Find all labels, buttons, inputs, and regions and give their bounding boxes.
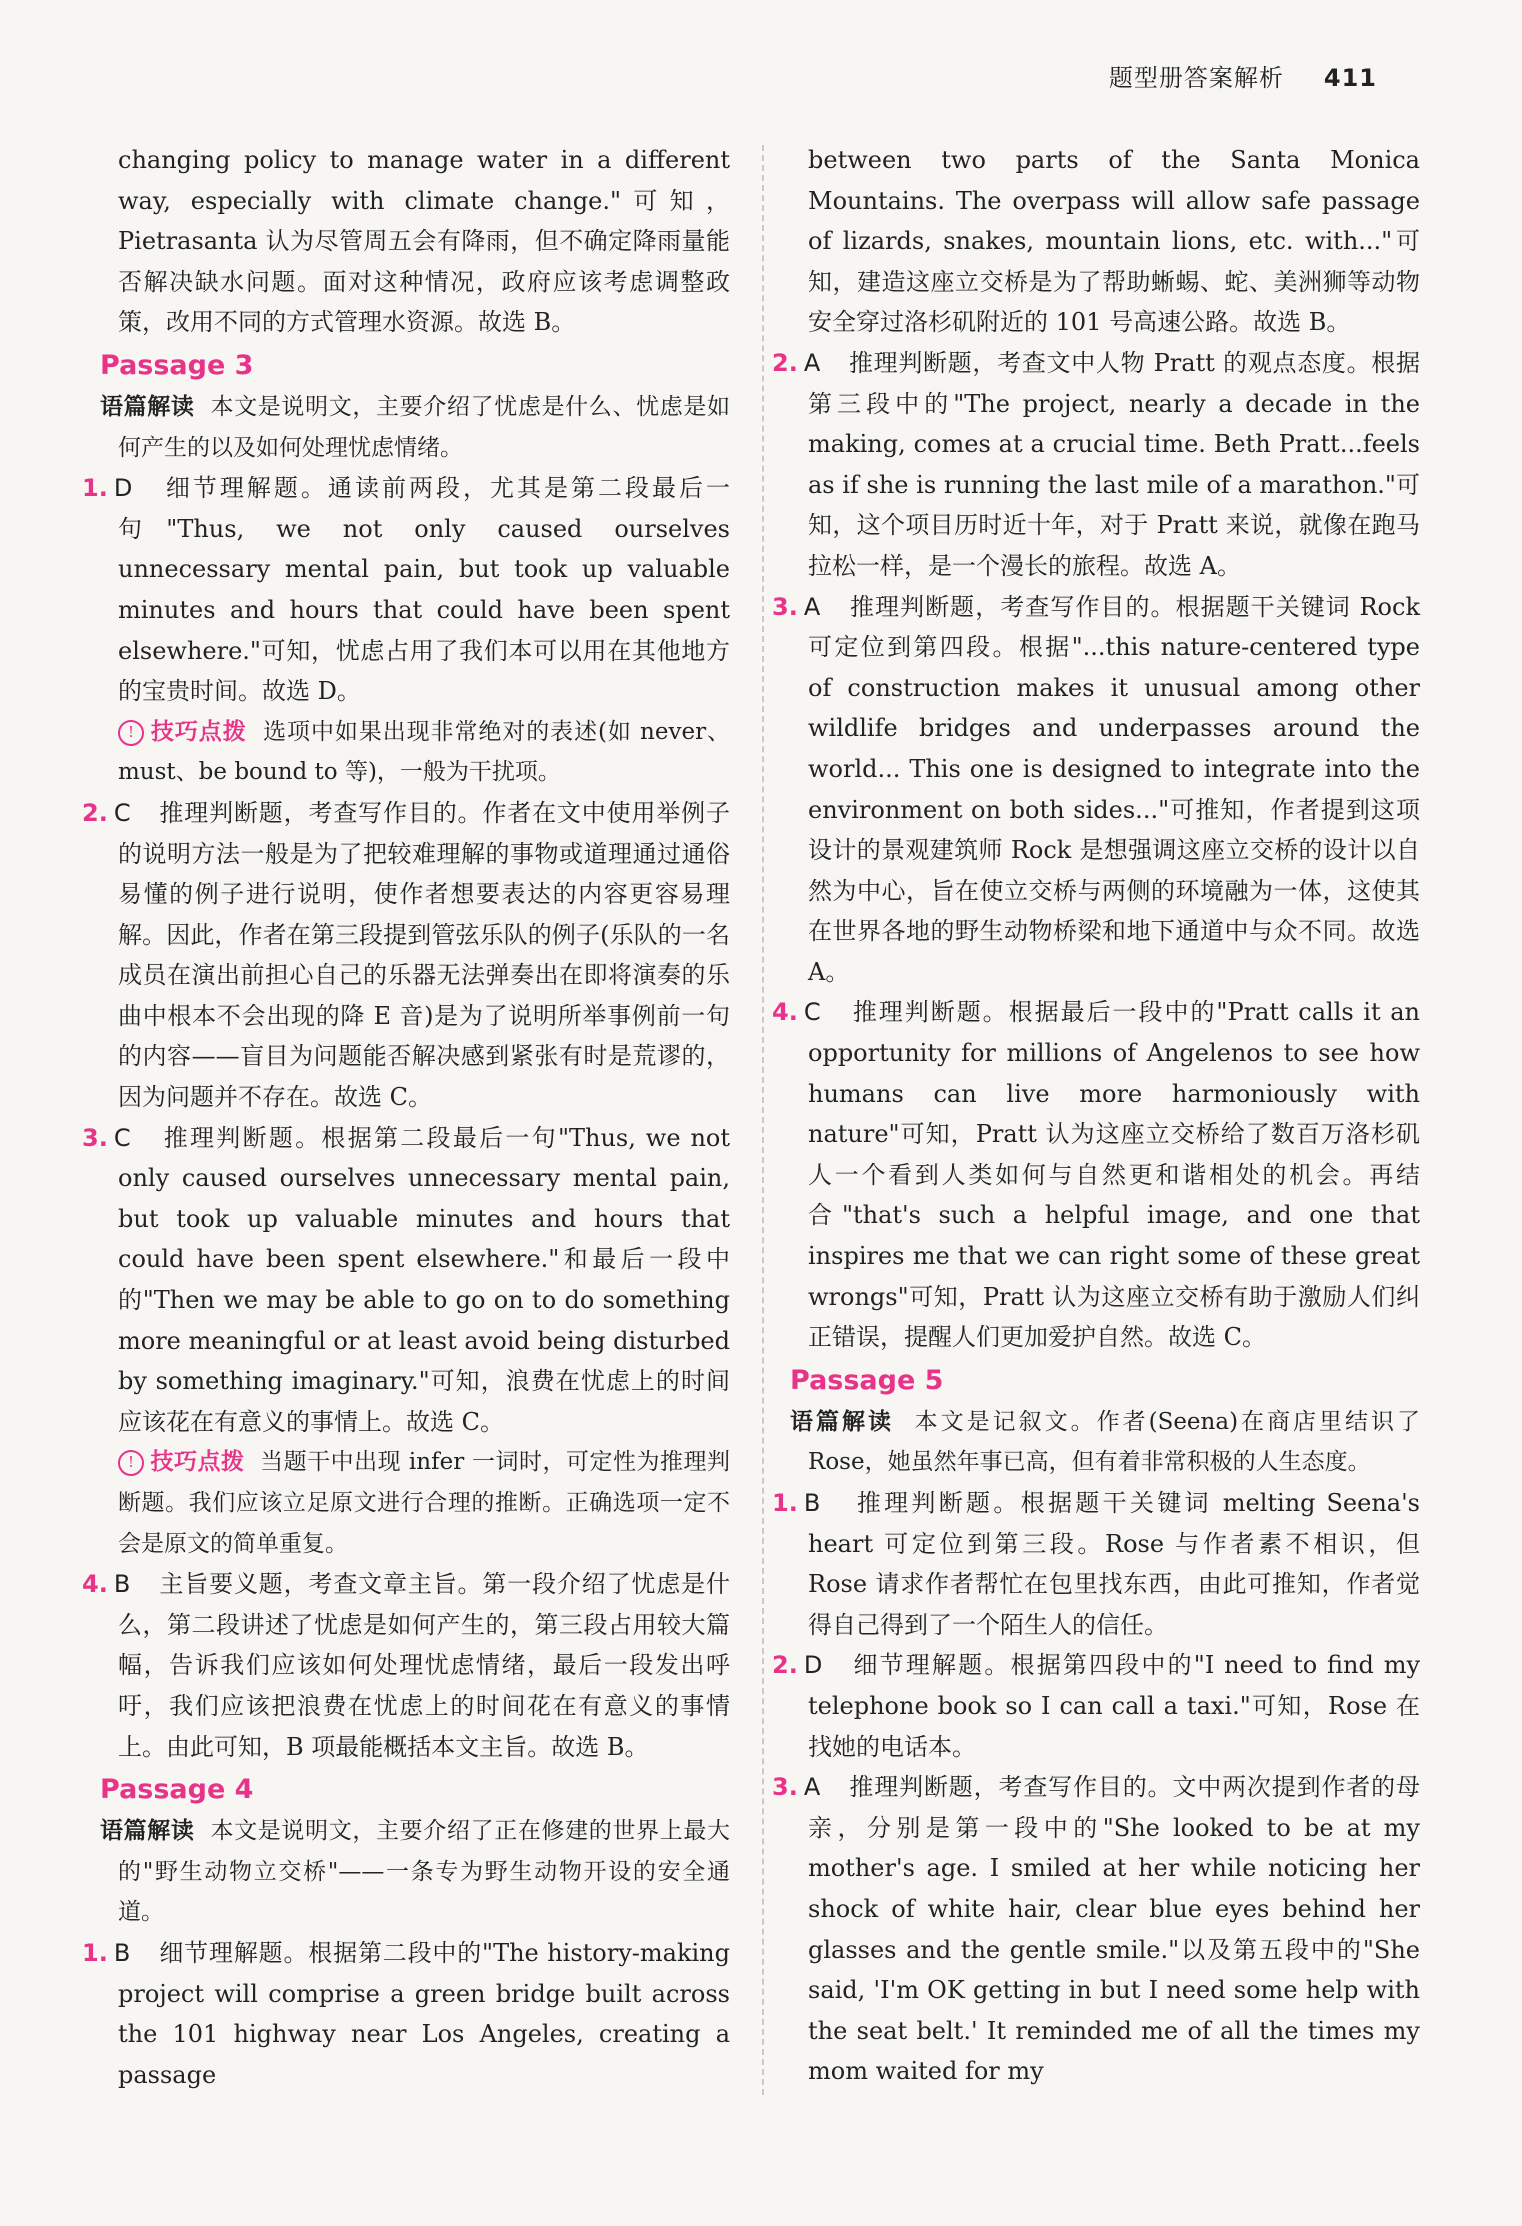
- explanation: 细节理解题。通读前两段，尤其是第二段最后一句"Thus, we not only caused ourselves unnecessary mental pain, but took up valuable minutes and hours that could have been spent elsewhere."可知，忧虑占用了我们本可以用在其他地方的宝贵时间。故选 D。: [118, 474, 730, 706]
- question-number: 2.: [772, 348, 798, 377]
- answer-letter: A: [803, 1773, 821, 1802]
- explanation: 推理判断题，考查文中人物 Pratt 的观点态度。根据第三段中的"The project, nearly a decade in the making, comes at a crucial time. Beth Pratt...feels as if she is running the last mile of a marathon."可知，这个项目历时近十年，对于 Pratt 来说，就像在跑马拉松一样，是一个漫长的旅程。故选 A。: [808, 348, 1420, 580]
- question-number: 3.: [772, 1773, 798, 1802]
- tip-tag: 技巧点拨: [150, 718, 247, 745]
- question-number: 2.: [772, 1651, 798, 1680]
- summary-text: 本文是记叙文。作者(Seena)在商店里结识了 Rose，她虽然年事已高，但有着非常积极的人生态度。: [808, 1408, 1421, 1476]
- answer-item: [82, 1564, 730, 1767]
- answer-item: [772, 343, 1420, 587]
- header-title: 题型册答案解析: [1108, 64, 1284, 92]
- answer-letter: A: [803, 592, 821, 621]
- tip-box: [118, 712, 730, 793]
- explanation: 推理判断题。根据第二段最后一句"Thus, we not only caused ourselves unnecessary mental pain, but took up valuable minutes and hours that could have been spent elsewhere."和最后一段中的"Then we may be able to go on to do something more meaningful or at least avoid being disturbed by something imaginary."可知，浪费在忧虑上的时间应该花在有意义的事情上。故选 C。: [118, 1123, 730, 1436]
- question-number: 3.: [82, 1123, 108, 1152]
- passage-5-summary: [790, 1402, 1421, 1483]
- explanation: 推理判断题。根据最后一段中的"Pratt calls it an opportunity for millions of Angelenos to see how humans can live more harmoniously with nature"可知，Pratt 认为这座立交桥给了数百万洛杉矶人一个看到人类如何与自然更和谐相处的机会。再结合"that's such a helpful image, and one that inspires me that we can right some of these great wrongs"可知，Pratt 认为这座立交桥有助于激励人们纠正错误，提醒人们更加爱护自然。故选 C。: [808, 998, 1420, 1352]
- column-divider: [762, 145, 764, 2095]
- answer-item: [772, 1645, 1421, 1767]
- explanation: 推理判断题，考查写作目的。文中两次提到作者的母亲，分别是第一段中的"She looked to be at my mother's age. I smiled at her while noticing her shock of white hair, clear blue eyes behind her glasses and the gentle smile."以及第五段中的"She said, 'I'm OK getting in but I need some help with the seat belt.' It reminded me of all the times my mom waited for my: [808, 1773, 1420, 2086]
- summary-tag: 语篇解读: [790, 1408, 894, 1435]
- tip-icon: !: [118, 1450, 144, 1476]
- question-number: 1.: [82, 474, 108, 503]
- answer-letter: B: [113, 1938, 131, 1967]
- answer-letter: C: [113, 798, 131, 827]
- question-number: 3.: [772, 592, 798, 621]
- passage-3-title: Passage 3: [100, 349, 254, 381]
- answer-item: [82, 468, 730, 712]
- answer-item: [82, 1118, 730, 1443]
- question-number: 4.: [772, 998, 798, 1027]
- answer-letter: D: [803, 1651, 823, 1680]
- explanation: 细节理解题。根据第二段中的"The history-making project will comprise a green bridge built across the 101 highway near Los Angeles, creating a passage: [118, 1938, 730, 2089]
- tip-icon: !: [118, 720, 144, 746]
- answer-letter: A: [803, 348, 821, 377]
- explanation: 推理判断题，考查写作目的。根据题干关键词 Rock 可定位到第四段。根据"...this nature-centered type of construction makes it unusual among other wildlife bridges and underpasses around the world... This one is designed to integrate into the environment on both sides..."可推知，作者提到这项设计的景观建筑师 Rock 是想强调这座立交桥的设计以自然为中心，旨在使立交桥与两侧的环境融为一体，这使其在世界各地的野生动物桥梁和地下通道中与众不同。故选 A。: [808, 592, 1420, 986]
- question-number: 2.: [82, 798, 108, 827]
- answer-item: [772, 587, 1420, 993]
- question-number: 1.: [82, 1938, 108, 1967]
- passage-3-summary: [100, 387, 731, 468]
- answer-item: [772, 992, 1420, 1357]
- page-number: 411: [1323, 64, 1377, 92]
- passage-4-title: Passage 4: [100, 1774, 254, 1806]
- left-column: [82, 140, 731, 2095]
- question-number: 1.: [772, 1489, 798, 1517]
- right-column: [772, 140, 1421, 2092]
- tip-text: 当题干中出现 infer 一词时，可定性为推理判断题。我们应该立足原文进行合理的推断。正确选项一定不会是原文的简单重复。: [118, 1449, 731, 1557]
- answer-letter: C: [803, 998, 821, 1027]
- summary-text: 本文是说明文，主要介绍了正在修建的世界上最大的"野生动物立交桥"——一条专为野生动物开设的安全通道。: [118, 1818, 731, 1926]
- answer-letter: B: [113, 1570, 131, 1599]
- answer-item: [82, 793, 730, 1118]
- continued-text: changing policy to manage water in a different way, especially with climate change."可知，Pietrasanta 认为尽管周五会有降雨，但不确定降雨量能否解决缺水问题。面对这种情况，政府应该考虑调整政策，改用不同的方式管理水资源。故选 B。: [118, 146, 730, 337]
- answer-item: [772, 1483, 1420, 1645]
- answer-letter: C: [113, 1123, 131, 1152]
- question-number: 4.: [82, 1570, 108, 1599]
- summary-tag: 语篇解读: [100, 1818, 195, 1845]
- explanation: 细节理解题。根据第四段中的"I need to find my telephone book so I can call a taxi."可知，Rose 在找她的电话本。: [808, 1651, 1421, 1761]
- answer-item: [772, 1767, 1420, 2092]
- page-header: [1109, 58, 1377, 93]
- tip-text: 选项中如果出现非常绝对的表述(如 never、must、be bound to 等)，一般为干扰项。: [118, 718, 731, 786]
- answer-letter: D: [113, 474, 133, 503]
- explanation: 主旨要义题，考查文章主旨。第一段介绍了忧虑是什么，第二段讲述了忧虑是如何产生的，第三段占用较大篇幅，告诉我们应该如何处理忧虑情绪，最后一段发出呼吁，我们应该把浪费在忧虑上的时间花在有意义的事情上。由此可知，B 项最能概括本文主旨。故选 B。: [118, 1570, 730, 1761]
- tip-box: [118, 1442, 730, 1564]
- tip-tag: 技巧点拨: [150, 1449, 245, 1476]
- passage-4-summary: [100, 1811, 731, 1933]
- summary-text: 本文是说明文，主要介绍了忧虑是什么、忧虑是如何产生的以及如何处理忧虑情绪。: [118, 393, 731, 461]
- answer-letter: B: [803, 1489, 821, 1517]
- passage-5-title: Passage 5: [790, 1364, 944, 1396]
- continued-text: between two parts of the Santa Monica Mountains. The overpass will allow safe passage of lizards, snakes, mountain lions, etc. with..."可知，建造这座立交桥是为了帮助蜥蜴、蛇、美洲狮等动物安全穿过洛杉矶附近的 101 号高速公路。故选 B。: [808, 146, 1420, 337]
- explanation: 推理判断题。根据题干关键词 melting Seena's heart 可定位到第三段。Rose 与作者素不相识，但 Rose 请求作者帮忙在包里找东西，由此可推知，作者觉得自己得到了一个陌生人的信任。: [808, 1489, 1420, 1639]
- answer-item: [82, 1933, 730, 2095]
- explanation: 推理判断题，考查写作目的。作者在文中使用举例子的说明方法一般是为了把较难理解的事物或道理通过通俗易懂的例子进行说明，使作者想要表达的内容更容易理解。因此，作者在第三段提到管弦乐队的例子(乐队的一名成员在演出前担心自己的乐器无法弹奏出在即将演奏的乐曲中根本不会出现的降 E 音)是为了说明所举事例前一句的内容——盲目为问题能否解决感到紧张有时是荒谬的，因为问题并不存在。故选 C。: [118, 798, 730, 1112]
- summary-tag: 语篇解读: [100, 393, 195, 420]
